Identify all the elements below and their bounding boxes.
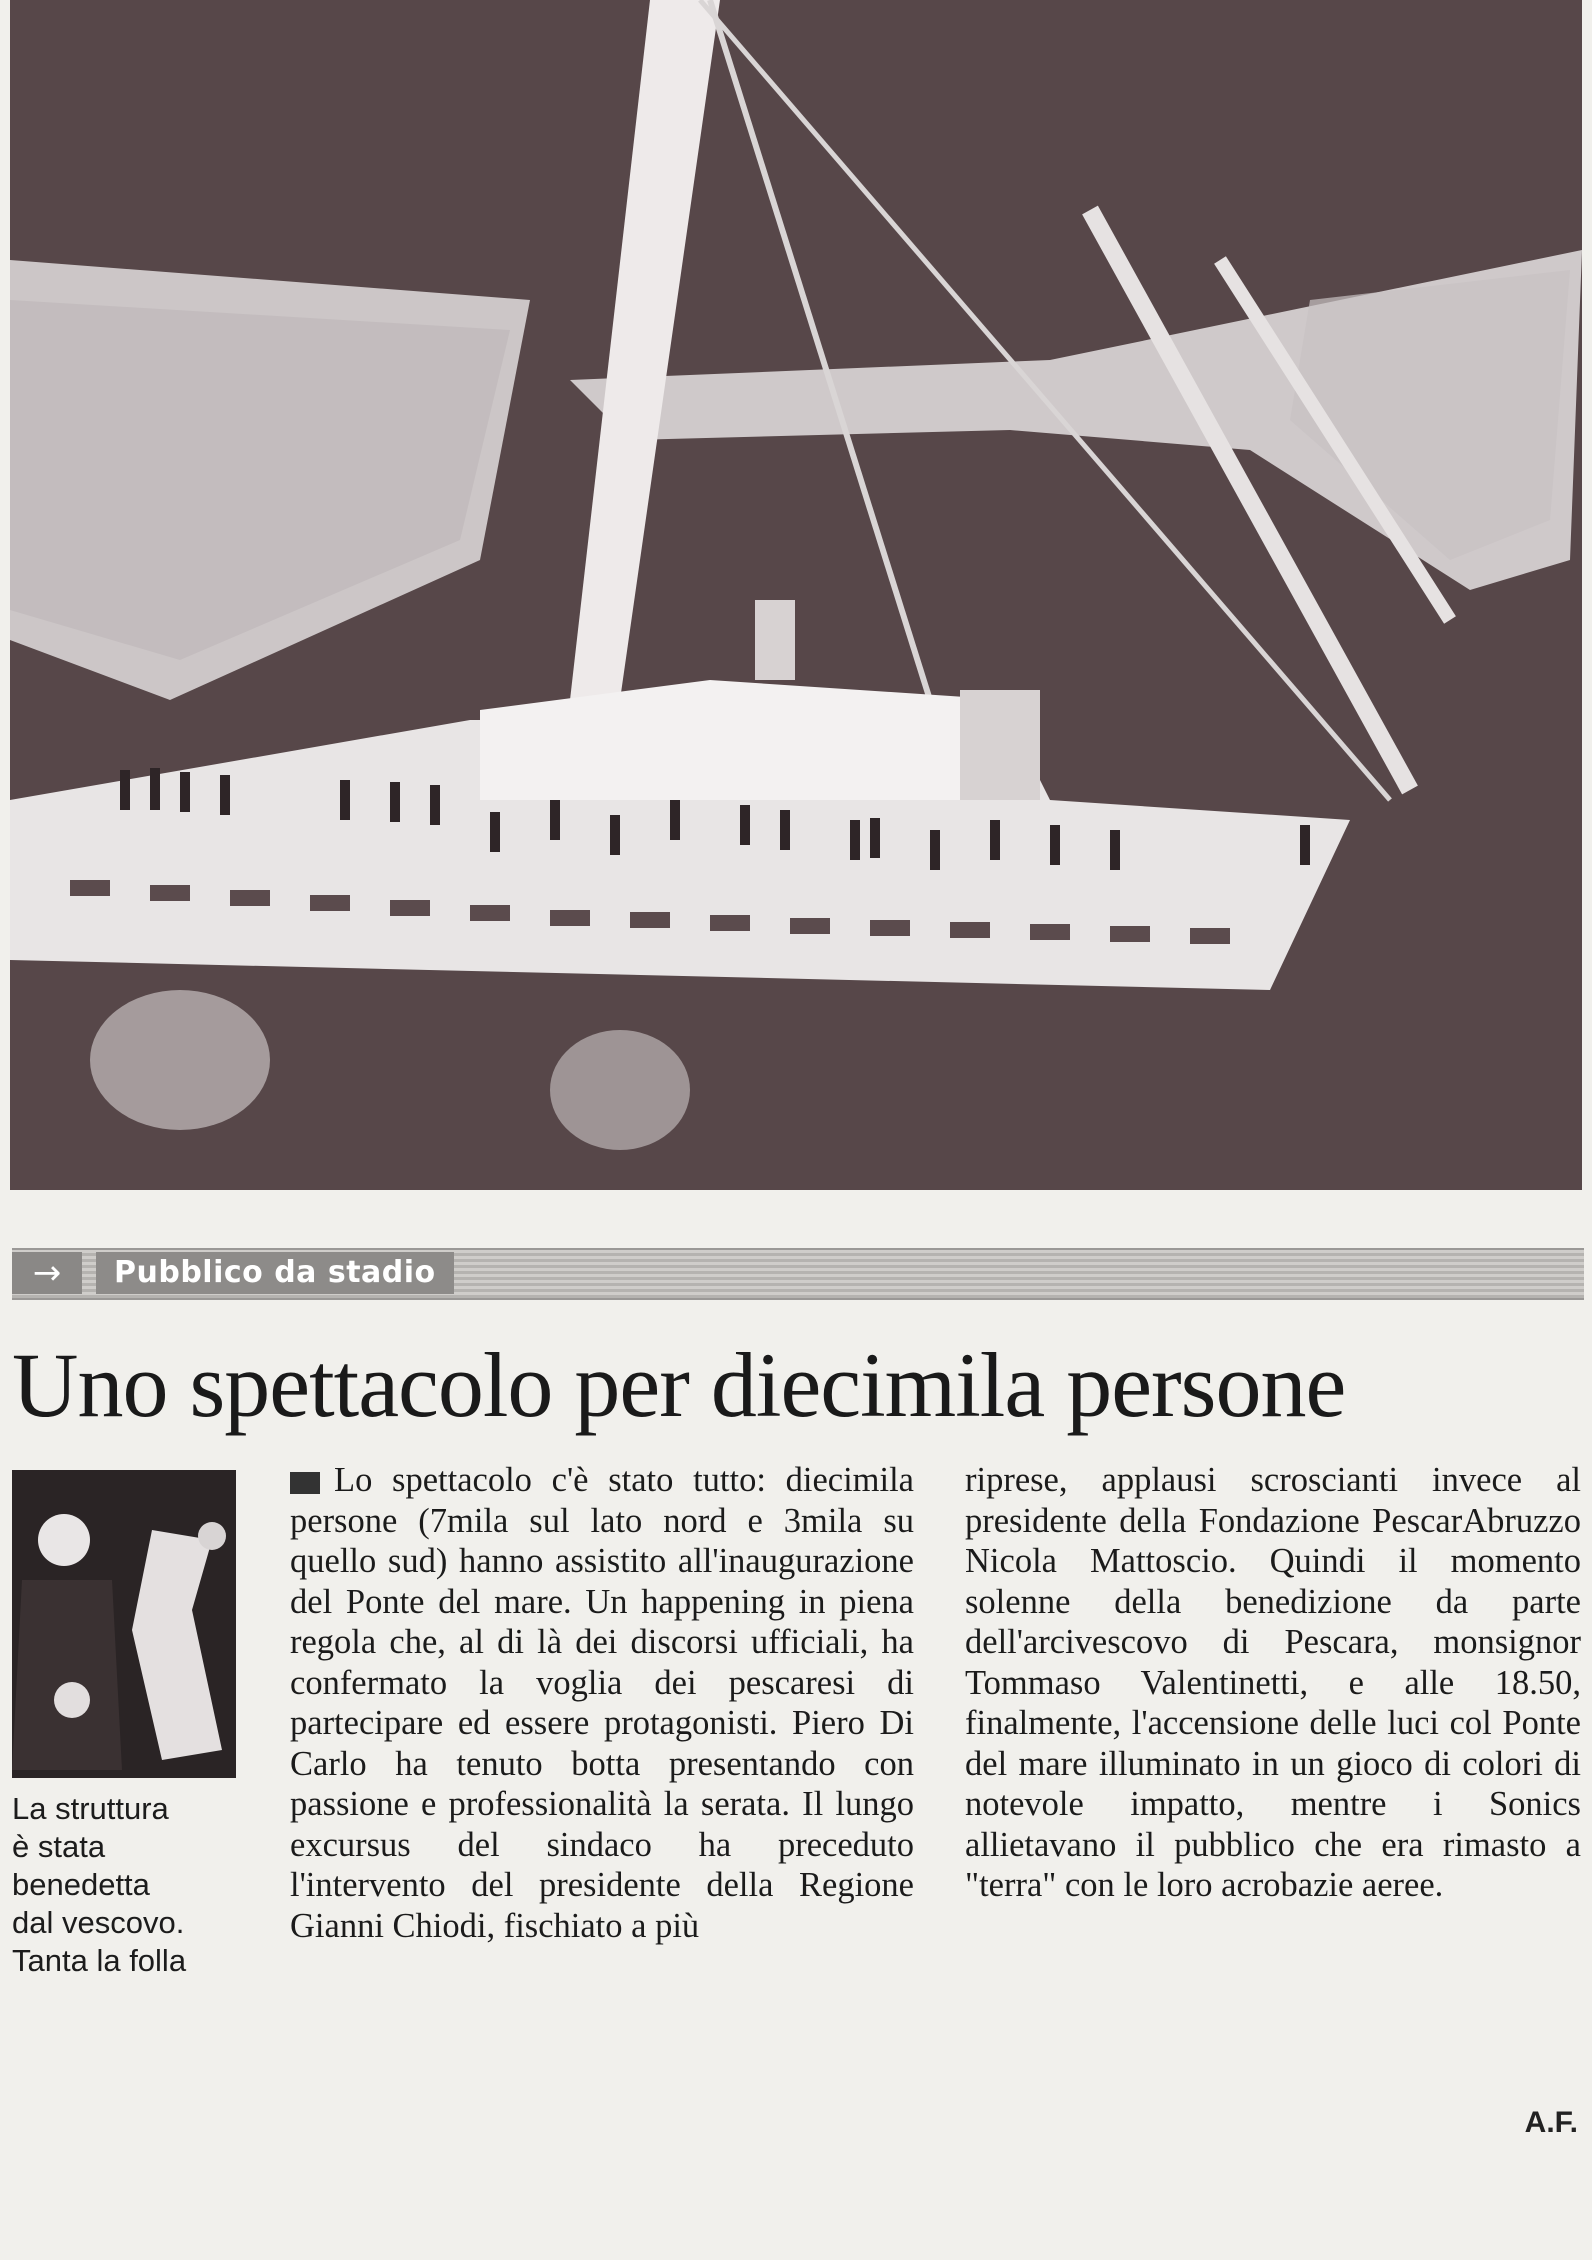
caption-line: Tanta la folla [12, 1943, 187, 1978]
section-bar [12, 1248, 1584, 1300]
article-text-1: Lo spettacolo c'è stato tutto: diecimila persone (7mila sul lato nord e 3mila su quello sud) hanno assistito all'inaugurazione del Ponte del mare. Un happening in piena regola che, al di là dei discorsi ufficiali, ha confermato la voglia dei pescaresi di partecipare ed essere protagonisti. Piero Di Carlo ha tenuto botta presentando con passione e professionalità la serata. Il lungo excursus del sindaco ha preceduto l'intervento del presidente della Regione Gianni Chiodi, fischiato a più [290, 1461, 914, 1945]
headline: Uno spettacolo per diecimila persone [12, 1334, 1346, 1436]
caption-line: dal vescovo. [12, 1905, 185, 1940]
caption-line: benedetta [12, 1867, 150, 1902]
photo-caption [12, 1790, 236, 1980]
paragraph-bullet-icon [290, 1472, 320, 1494]
section-label: Pubblico da stadio [96, 1252, 454, 1294]
bridge-night-photo [10, 0, 1582, 1190]
side-photo-block [12, 1470, 236, 2260]
article-text-2: riprese, applausi scroscianti invece al presidente della Fondazione PescarAbruzzo Nicola Mattoscio. Quindi il momento solenne della benedizione da parte dell'arcivescovo di Pescara, monsignor Tommaso Valentinetti, e alle 18.50, finalmente, l'accensione delle luci col Ponte del mare illuminato in un gioco di colori di notevole impatto, mentre i Sonics allietavano il pubblico che era rimasto a "terra" con le loro acrobazie aeree. [965, 1461, 1581, 1904]
archbishop-photo [12, 1470, 236, 1778]
caption-line: La struttura [12, 1791, 169, 1826]
caption-line: è stata [12, 1829, 106, 1864]
article-column-1 [290, 1460, 914, 1946]
author-signature: A.F. [1524, 2106, 1578, 2139]
main-photo [10, 0, 1582, 1190]
arrow-right-icon: → [12, 1252, 82, 1294]
article-column-2 [965, 1460, 1581, 1906]
archbishop-photo-image [12, 1470, 236, 1778]
